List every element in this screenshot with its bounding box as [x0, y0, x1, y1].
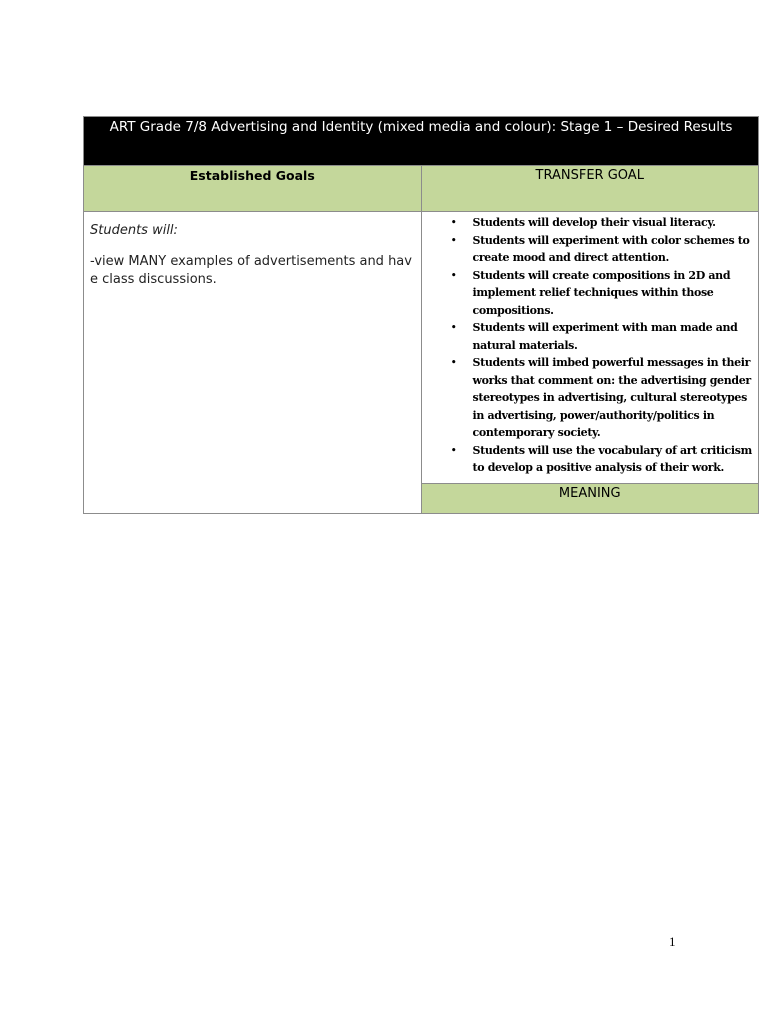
list-item-text: Students will use the vocabulary of art criticism to develop a positive analysis of their work.	[472, 443, 752, 474]
bullet-icon: •	[450, 443, 457, 457]
students-goal-text: -view MANY examples of advertisements and have class discussions.	[90, 254, 412, 287]
students-will-label: Students will:	[90, 223, 178, 238]
list-item	[450, 354, 753, 442]
bullet-icon: •	[450, 216, 457, 229]
list-item	[450, 232, 753, 267]
bullet-icon: •	[450, 321, 457, 334]
established-goals-header: Established Goals	[84, 166, 422, 212]
title-row	[84, 117, 759, 166]
students-cell	[84, 212, 422, 514]
table-title: ART Grade 7/8 Advertising and Identity (mixed media and colour): Stage 1 – Desired Results	[84, 117, 759, 166]
content-row	[84, 212, 759, 484]
list-item-text: Students will imbed powerful messages in their works that comment on: the advertising gender stereotypes in advertising, cultural stereotypes in advertising, power/authority/politics in contemporary society.	[472, 356, 751, 439]
header-row	[84, 166, 759, 212]
transfer-goal-header: TRANSFER GOAL	[421, 166, 759, 212]
bullet-icon: •	[450, 356, 457, 369]
list-item-text: Students will create compositions in 2D and implement relief techniques within those compositions.	[472, 268, 731, 317]
transfer-goal-list-cell	[421, 212, 759, 484]
bullet-icon: •	[450, 268, 457, 282]
list-item	[450, 442, 753, 477]
list-item	[450, 267, 753, 320]
meaning-header: MEANING	[421, 483, 759, 513]
stage1-table	[83, 116, 759, 514]
list-item-text: Students will experiment with color schemes to create mood and direct attention.	[472, 233, 750, 264]
transfer-goal-list	[422, 214, 753, 477]
list-item-text: Students will develop their visual literacy.	[472, 216, 716, 229]
page-number: 1	[669, 934, 676, 949]
list-item	[450, 214, 753, 232]
list-item-text: Students will experiment with man made and natural materials.	[472, 321, 738, 352]
list-item	[450, 319, 753, 354]
bullet-icon: •	[450, 233, 457, 247]
